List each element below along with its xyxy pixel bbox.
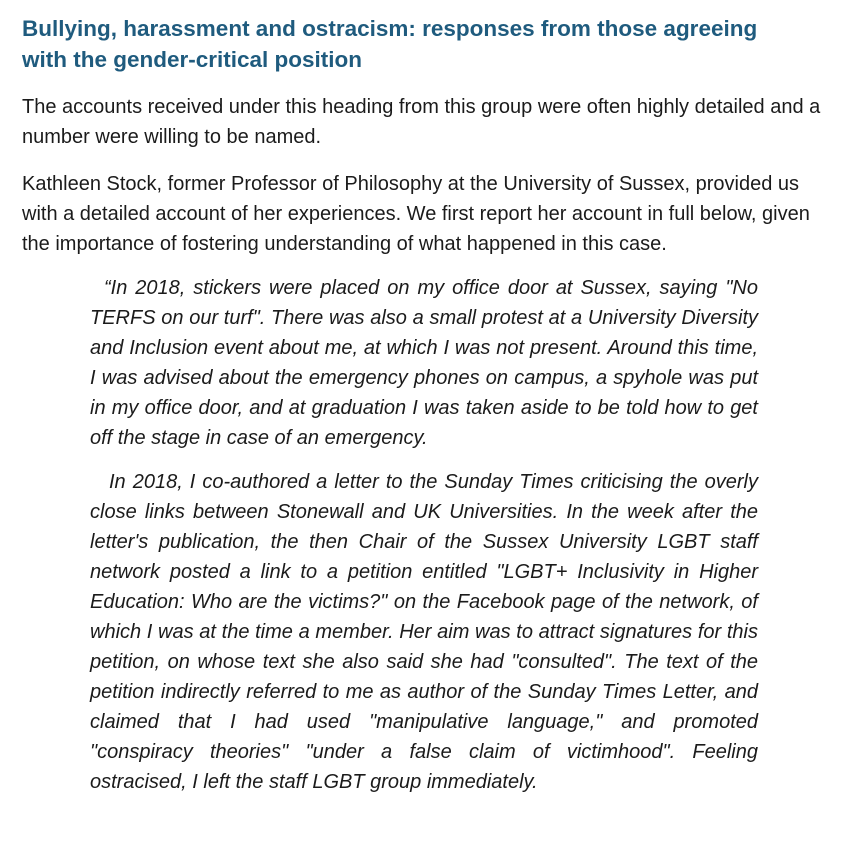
block-quote [90,273,758,797]
section-heading: Bullying, harassment and ostracism: responses from those agreeing with the gender-critical position [22,16,758,72]
quote-paragraph: In 2018, I co-authored a letter to the Sunday Times criticising the overly close links between Stonewall and UK Universities. In the week after the letter's publication, the then Chair of the Sussex University LGBT staff network posted a link to a petition entitled "LGBT+ Inclusivity in Higher Education: Who are the victims?" on the Facebook page of the network, of which I was at the time a member. Her aim was to attract signatures for this petition, on whose text she also said she had "consulted". The text of the petition indirectly referred to me as author of the Sunday Times Letter, and claimed that I had used "manipulative language," and promoted "conspiracy theories" "under a false claim of victimhood". Feeling ostracised, I left the staff LGBT group immediately. [90,471,758,793]
body-paragraph: The accounts received under this heading from this group were often highly detailed and a number were willing to be named. [22,96,821,148]
quote-paragraph: “In 2018, stickers were placed on my office door at Sussex, saying "No TERFS on our turf". There was also a small protest at a University Diversity and Inclusion event about me, at which I was not present. Around this time, I was advised about the emergency phones on campus, a spyhole was put in my office door, and at graduation I was taken aside to be told how to get off the stage in case of an emergency. [90,277,758,449]
body-paragraph: Kathleen Stock, former Professor of Philosophy at the University of Sussex, provided us with a detailed account of her experiences. We first report her account in full below, given the importance of fostering understanding of what happened in this case. [22,173,810,255]
